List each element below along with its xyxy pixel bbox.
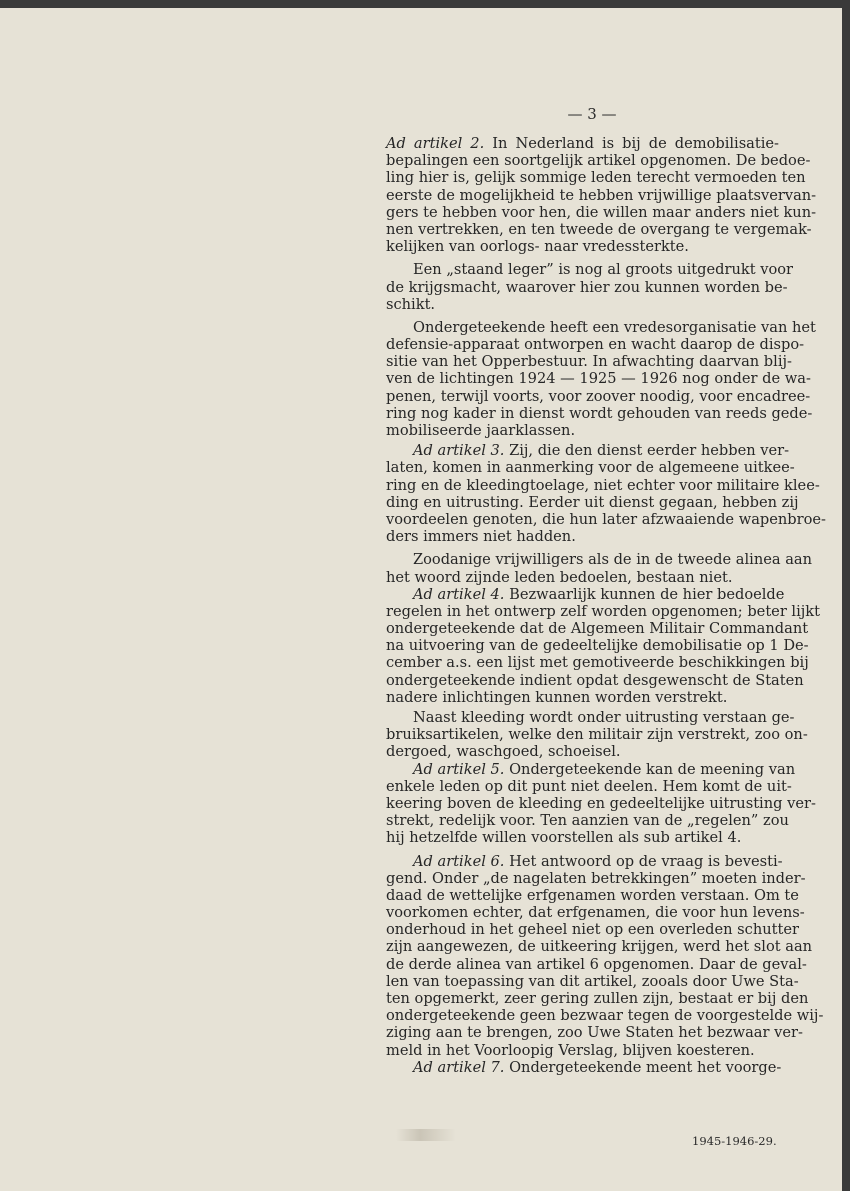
line-text: zijn aangewezen, de uitkeering krijgen, werd het slot aan — [386, 938, 813, 956]
line-text: mobiliseerde jaarklassen. — [386, 422, 576, 439]
text-line — [386, 972, 799, 990]
text-line — [386, 726, 808, 744]
text-line — [386, 186, 817, 204]
line-text: ders immers niet hadden. — [386, 528, 576, 546]
text-line — [386, 261, 794, 279]
text-line — [386, 278, 788, 296]
line-text: bepalingen een soortgelijk artikel opgenomen. De bedoe- — [386, 152, 811, 170]
line-text: In Nederland is bij de demobilisatie- — [484, 135, 779, 152]
line-text: ven de lichtingen 1924 — 1925 — 1926 nog onder de wa- — [386, 370, 811, 388]
text-line — [386, 370, 811, 388]
text-line — [386, 476, 820, 494]
line-text: nadere inlichtingen kunnen worden verstrekt. — [386, 688, 728, 706]
line-text: eerste de mogelijkheid te hebben vrijwillige plaatsvervan- — [386, 186, 817, 204]
text-line — [386, 886, 799, 904]
text-line — [386, 812, 789, 830]
line-text: Het antwoord op de vraag is bevesti- — [504, 852, 783, 870]
text-line — [386, 869, 806, 887]
text-line — [386, 777, 792, 795]
text-line — [386, 318, 816, 336]
text-line — [386, 238, 779, 255]
text-line — [386, 671, 804, 689]
text-line — [386, 169, 806, 187]
article-heading: Ad artikel 4. — [413, 585, 505, 603]
article-heading: Ad artikel 2. — [386, 135, 485, 152]
line-text: enkele leden op dit punt niet deelen. Hem komt de uit- — [386, 777, 792, 795]
paragraph — [386, 585, 821, 706]
paragraph — [386, 709, 808, 761]
line-text: daad de wettelijke erfgenamen worden verstaan. Om te — [386, 886, 799, 904]
line-text: ten opgemerkt, zeer gering zullen zijn, bestaat er bij den — [386, 990, 809, 1007]
paragraph — [386, 261, 794, 313]
text-line — [386, 938, 813, 956]
text-line — [386, 422, 779, 439]
line-text: voordeelen genoten, die hun later afzwaaiende wapenbroe- — [386, 510, 826, 528]
line-text: ring en de kleedingtoelage, niet echter voor militaire klee- — [386, 476, 820, 494]
line-text: Bezwaarlijk kunnen de hier bedoelde — [504, 585, 785, 603]
faded-stamp — [396, 1129, 456, 1141]
text-line — [386, 620, 809, 638]
line-text: ziging aan te brengen, zoo Uwe Staten het bezwaar ver- — [386, 1024, 803, 1042]
line-text: strekt, redelijk voor. Ten aanzien van de „regelen” zou — [386, 812, 789, 830]
article-heading: Ad artikel 7. — [413, 1058, 505, 1076]
line-text: ding en uitrusting. Eerder uit dienst gegaan, hebben zij — [386, 493, 799, 511]
line-text: Ondergeteekende heeft een vredesorganisatie van het — [413, 318, 816, 336]
text-line — [386, 551, 812, 569]
text-line — [386, 1024, 803, 1042]
text-line — [386, 459, 795, 477]
document-page — [0, 8, 842, 1191]
text-line — [386, 1042, 779, 1059]
article-heading: Ad artikel 6. — [413, 852, 505, 870]
text-line — [386, 404, 813, 422]
line-text: voorkomen echter, dat erfgenamen, die voor hun levens- — [386, 904, 805, 922]
line-text: het woord zijnde leden bedoelen, bestaan niet. — [386, 568, 733, 586]
text-line — [386, 1007, 824, 1025]
line-text: ondergeteekende geen bezwaar tegen de voorgestelde wij- — [386, 1007, 824, 1025]
text-line — [386, 442, 790, 460]
text-line — [386, 637, 809, 655]
text-line — [386, 955, 807, 973]
line-text: gend. Onder „de nagelaten betrekkingen” moeten inder- — [386, 869, 806, 887]
text-line — [386, 602, 821, 620]
text-line — [386, 296, 779, 313]
text-line — [386, 654, 809, 672]
line-text: gers te hebben voor hen, die willen maar anders niet kun- — [386, 203, 817, 221]
paragraph — [386, 760, 816, 847]
line-text: cember a.s. een lijst met gemotiveerde beschikkingen bij — [386, 654, 809, 672]
line-text: keering boven de kleeding en gedeeltelijke uitrusting ver- — [386, 794, 816, 812]
text-line — [386, 921, 799, 939]
line-text: Zoodanige vrijwilligers als de in de tweede alinea aan — [413, 551, 812, 569]
article-heading: Ad artikel 3. — [413, 442, 505, 460]
line-text: schikt. — [386, 295, 436, 313]
paragraph — [386, 551, 812, 586]
text-line — [386, 510, 826, 528]
text-line — [386, 353, 792, 371]
line-text: Naast kleeding wordt onder uitrusting verstaan ge- — [413, 709, 795, 726]
text-line — [386, 829, 779, 846]
text-line — [386, 152, 811, 170]
text-line — [386, 743, 779, 760]
line-text: hij hetzelfde willen voorstellen als sub artikel 4. — [386, 829, 742, 847]
text-line — [386, 852, 783, 870]
line-text: len van toepassing van dit artikel, zooals door Uwe Sta- — [386, 972, 799, 990]
line-text: sitie van het Opperbestuur. In afwachting daarvan blij- — [386, 353, 792, 371]
text-line — [386, 387, 811, 405]
page-number: — 3 — — [567, 105, 617, 123]
text-line — [386, 220, 812, 238]
line-text: regelen in het ontwerp zelf worden opgenomen; beter lijkt — [386, 602, 821, 620]
line-text: nen vertrekken, en ten tweede de overgang te vergemak- — [386, 220, 812, 238]
text-line — [386, 990, 809, 1007]
text-line — [386, 709, 795, 726]
line-text: Ondergeteekende meent het voorge- — [504, 1058, 782, 1076]
line-text: ring nog kader in dienst wordt gehouden van reeds gede- — [386, 404, 813, 422]
line-text: defensie-apparaat ontworpen en wacht daarop de dispo- — [386, 336, 805, 354]
text-line — [386, 336, 805, 354]
line-text: onderhoud in het geheel niet op een overleden schutter — [386, 921, 799, 939]
text-line — [386, 585, 785, 603]
text-line — [386, 904, 805, 922]
paragraph — [386, 135, 817, 256]
line-text: na uitvoering van de gedeeltelijke demobilisatie op 1 De- — [386, 637, 809, 655]
text-line — [386, 689, 779, 706]
line-text: ling hier is, gelijk sommige leden terecht vermoeden ten — [386, 169, 806, 187]
text-line — [386, 794, 816, 812]
line-text: penen, terwijl voorts, voor zoover noodig, voor encadree- — [386, 387, 811, 405]
paragraph — [386, 318, 816, 439]
line-text: ondergeteekende dat de Algemeen Militair Commandant — [386, 620, 809, 638]
text-line — [386, 760, 796, 778]
line-text: Ondergeteekende kan de meening van — [504, 760, 796, 778]
text-line — [386, 203, 817, 221]
article-heading: Ad artikel 5. — [413, 760, 505, 778]
line-text: laten, komen in aanmerking voor de algemeene uitkee- — [386, 459, 795, 477]
line-text: bruiksartikelen, welke den militair zijn verstrekt, zoo on- — [386, 726, 808, 744]
document-reference: 1945-1946-29. — [692, 1134, 777, 1148]
text-line — [386, 135, 779, 152]
line-text: meld in het Voorloopig Verslag, blijven koesteren. — [386, 1041, 755, 1059]
line-text: ondergeteekende indient opdat desgewenscht de Staten — [386, 671, 804, 689]
line-text: de derde alinea van artikel 6 opgenomen. Daar de geval- — [386, 955, 807, 973]
line-text: dergoed, waschgoed, schoeisel. — [386, 743, 621, 761]
paragraph — [386, 442, 826, 546]
text-column — [386, 135, 826, 1076]
text-line — [386, 569, 779, 586]
line-text: Een „staand leger” is nog al groots uitgedrukt voor — [413, 261, 794, 279]
line-text: Zij, die den dienst eerder hebben ver- — [504, 442, 790, 460]
paragraph — [386, 1058, 782, 1076]
line-text: de krijgsmacht, waarover hier zou kunnen worden be- — [386, 278, 788, 296]
text-line — [386, 1058, 782, 1076]
text-line — [386, 528, 779, 545]
text-line — [386, 493, 799, 511]
paragraph — [386, 852, 824, 1059]
line-text: kelijken van oorlogs- naar vredessterkte. — [386, 238, 689, 256]
